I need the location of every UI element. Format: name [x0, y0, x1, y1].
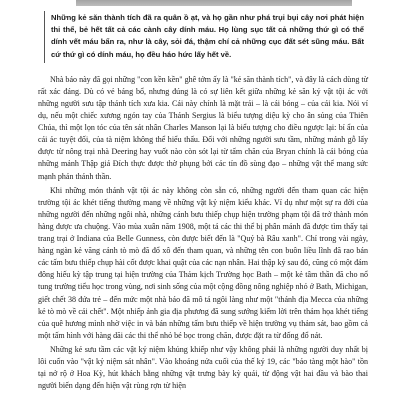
paragraph: Những kẻ sưu tầm các vật kỷ niệm khủng khiếp như vậy không phải là những người duy nhất bị lôi cuốn vào "vật kỷ niệm sát nhân". Vào khoảng nửa cuối của thế kỷ 19, các "bảo tàng một hào" tồn tại nở rộ ở Hoa Kỳ, hút khách bằng những vật trưng bày kỳ quái, từ động vật hai đầu và bào thai người biến dạng đến hiện vật rùng rợn từ hiện	[38, 344, 368, 391]
book-page	[38, 0, 368, 394]
paragraph: Khi những món thánh vật tội ác này không còn sẵn có, những người đến tham quan các hiện trường tội ác khét tiếng thường mang về những vật kỷ niệm kiểu khác. Ví dụ như một sự ra đời của những người đến những ngôi nhà, những cánh bưu thiếp chụp hiện trường phạm tội đã trở thành món hàng được ưa chuộng. Vào mùa xuân năm 1908, một tá các thi thể bị phân mảnh đã được tìm thấy tại trang trại ở Indiana của Belle Gunness, còn được biết đến là "Quỷ bà Râu xanh". Chỉ trong vài ngày, hàng ngàn kẻ vãng cảnh tò mò đã đổ xô đến tham quan, và những tên con buôn liều lĩnh đã rao bán các tấm bưu thiếp chụp hài cốt được khai quật của các nạn nhân. Hai thập kỷ sau đó, cũng có một đám đông hiếu kỳ tập trung tại hiện trường của Thảm kịch Trường học Bath – một kẻ tâm thần đã cho nổ tung trường tiểu học trong vùng, nơi sinh sống của một cộng đồng nông nghiệp nhỏ ở Bath, Michigan, giết chết 38 đứa trẻ – đến mức một nhà báo đã mô tả ngôi làng như một "thánh địa Mecca của những kẻ tò mò về cái chết". Một nhiếp ảnh gia địa phương đã sung sướng kiếm lời trên thảm họa khét tiếng của quê hương mình nhờ việc in và bán những tấm bưu thiếp về hiện trường vụ thảm sát, bao gồm cả một tấm hình với hàng dãi các thi thể nhỏ bé bọc trong chăn, được đặt ra từ đống đổ nát.	[38, 185, 368, 340]
callout-quote	[44, 11, 364, 63]
header-rule	[76, 0, 352, 6]
callout-text: Những kẻ săn thành tích đã ra quân ồ ạt, và họ gần như phá trụi bụi cây nơi phát hiện thi thể, bẻ hết tất cả các cành cây dính máu. Họ lùng sục tất cả những thứ gì có thể dính vết máu bẩn ra, như là cây, sỏi đá, thậm chí cả những cục đất sét sũng máu. Bất cứ thứ gì có dính máu, họ đều háo hức lấy hết về.	[51, 13, 364, 59]
paragraph: Nhà báo này đã gọi những "con kền kền" ghê tởm ấy là "kẻ săn thành tích", và đây là cách dùng từ rất xác đáng. Dù có vẻ báng bổ, nhưng đúng là có sự liên kết giữa những kẻ săn kỷ vật tội ác với những người sưu tập thánh tích xưa kia. Cái này chính là mặt trái – là cái bóng – của cái kia. Nói ví dụ, nếu một chiếc xương ngón tay của Thánh Sergius là biểu tượng diệu kỳ cho ân sủng của Thiên Chúa, thì một lọn tóc của tên sát nhân Charles Manson lại là biểu tượng cho điều ngược lại: bí ẩn của cái ác tuyệt đối, của tà niệm không thể hiểu thấu. Đối với những người sưu tầm, những mảnh gỗ lấy được từ nông trại nhà Deering hay vuốt nào còn sót lại từ tấm chăn của Bryan chính là cái bóng của những mảnh Thập giá Đích thực được thờ phụng bởi các tín đồ sùng đạo – những vật thể mang sức mạnh phản thánh thần.	[38, 74, 368, 181]
